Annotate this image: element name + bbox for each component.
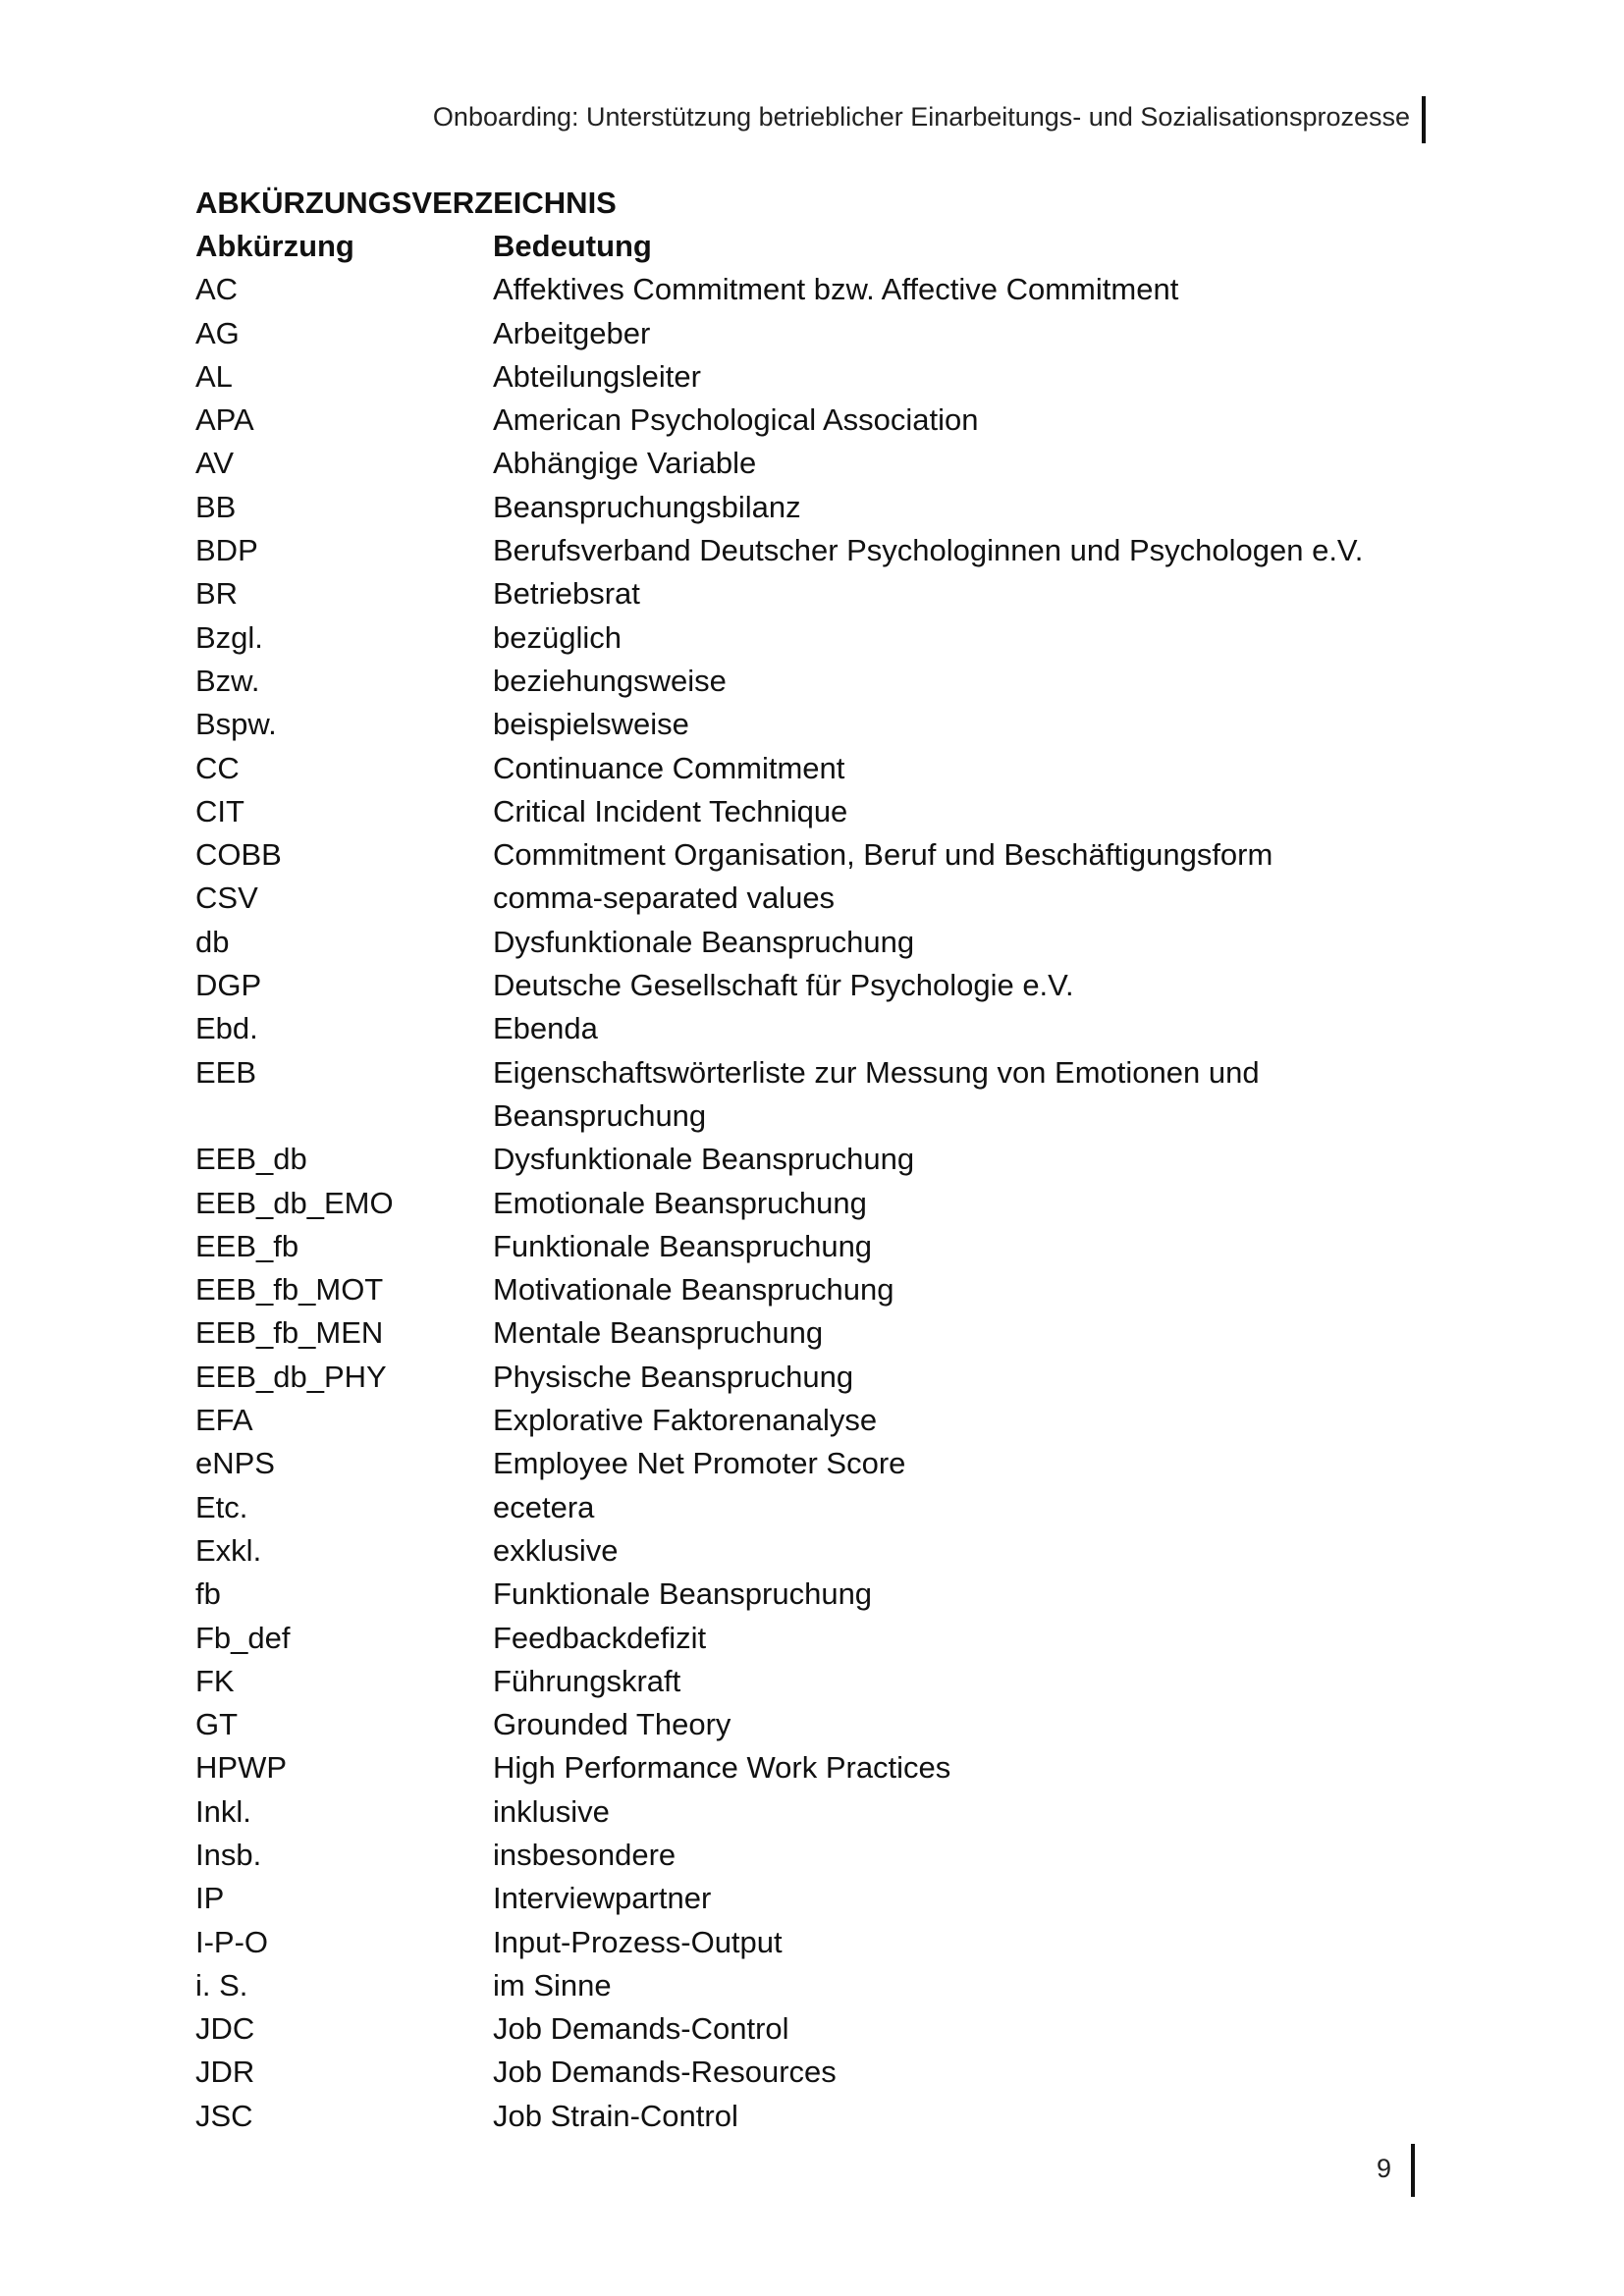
abbreviation-row [195,703,1433,746]
meaning: Führungskraft [493,1663,681,1698]
abbreviation-row [195,660,1433,703]
meaning: Arbeitgeber [493,315,651,350]
abbreviation: FK [195,1663,235,1698]
abbreviation: Insb. [195,1837,262,1872]
abbreviation-row [195,1486,1433,1529]
abbreviation: CSV [195,881,258,916]
meaning: Physische Beanspruchung [493,1359,854,1394]
abbreviation: eNPS [195,1446,275,1481]
abbreviation-row [195,1138,1433,1181]
abbreviation-row [195,1529,1433,1573]
abbreviation: I-P-O [195,1924,269,1959]
abbreviation: EFA [195,1403,253,1438]
meaning: Beanspruchungsbilanz [493,489,801,524]
abbreviation: JSC [195,2098,253,2133]
abbreviation-row [195,486,1433,529]
meaning: comma-separated values [493,881,836,916]
abbreviation: i. S. [195,1967,248,2002]
meaning: ecetera [493,1489,595,1524]
meaning: Explorative Faktorenanalyse [493,1403,878,1438]
abbreviation: JDR [195,2055,255,2090]
meaning: Betriebsrat [493,576,640,612]
abbreviation: fb [195,1576,221,1612]
meaning: insbesondere [493,1837,677,1872]
meaning: Berufsverband Deutscher Psychologinnen und Psychologen e.V. [493,533,1364,568]
entries-container [195,268,1433,2138]
abbreviation: EEB_fb [195,1228,299,1263]
meaning: Deutsche Gesellschaft für Psychologie e.V. [493,968,1074,1003]
abbreviation-row [195,790,1433,833]
abbreviation-row [195,921,1433,964]
abbreviation-row [195,355,1433,399]
abbreviation: CIT [195,793,244,828]
abbreviation-row [195,1182,1433,1225]
meaning: Interviewpartner [493,1881,712,1916]
meaning: Job Demands-Control [493,2011,789,2047]
column-header-row [195,225,1433,268]
abbreviation-row [195,399,1433,442]
abbreviation-row [195,2095,1433,2138]
abbreviation-row [195,2051,1433,2094]
meaning: Funktionale Beanspruchung [493,1576,873,1612]
abbreviation-row [195,1834,1433,1877]
meaning: Feedbackdefizit [493,1620,707,1655]
abbreviation: Fb_def [195,1620,291,1655]
abbreviation-row [195,833,1433,877]
abbreviation: db [195,924,230,959]
abbreviation: COBB [195,837,282,873]
abbreviation-row [195,1442,1433,1485]
abbreviation: Exkl. [195,1532,262,1568]
meaning: Abhängige Variable [493,446,757,481]
abbreviation: AC [195,272,239,307]
abbreviation-row [195,1921,1433,1964]
abbreviation-empty [195,1095,493,1138]
meaning: Job Demands-Resources [493,2055,837,2090]
abbreviation: CC [195,750,240,785]
abbreviation: BR [195,576,239,612]
meaning: Input-Prozess-Output [493,1924,783,1959]
meaning: Mentale Beanspruchung [493,1315,824,1351]
abbreviation-row [195,877,1433,920]
meaning: Abteilungsleiter [493,358,701,394]
column-header-abbr: Abkürzung [195,229,354,263]
meaning: Emotionale Beanspruchung [493,1185,867,1220]
abbreviation: DGP [195,968,262,1003]
meaning: Continuance Commitment [493,750,845,785]
meaning: Commitment Organisation, Beruf und Beschäftigungsform [493,837,1273,873]
abbreviation: Bspw. [195,707,277,742]
abbreviation-row [195,1877,1433,1920]
column-header-meaning: Bedeutung [493,229,652,263]
abbreviation-list [195,182,1433,2138]
meaning: exklusive [493,1532,619,1568]
abbreviation: EEB_fb_MEN [195,1315,384,1351]
meaning: Job Strain-Control [493,2098,738,2133]
meaning: Critical Incident Technique [493,793,848,828]
meaning-continuation: Beanspruchung [493,1097,707,1133]
abbreviation: HPWP [195,1750,287,1786]
abbreviation-row [195,964,1433,1007]
page-number: 9 [1377,2154,1392,2183]
abbreviation-row [195,1617,1433,1660]
abbreviation-row [195,1356,1433,1399]
meaning: Grounded Theory [493,1707,731,1742]
abbreviation: AV [195,446,235,481]
abbreviation-row [195,616,1433,660]
meaning: inklusive [493,1793,610,1829]
abbreviation-row [195,1007,1433,1050]
abbreviation: AL [195,358,233,394]
abbreviation-row [195,312,1433,355]
abbreviation-row [195,1703,1433,1746]
abbreviation: Bzgl. [195,619,263,655]
running-header: Onboarding: Unterstützung betrieblicher Einarbeitungs- und Sozialisationsprozesse [432,102,1410,132]
abbreviation-row [195,442,1433,485]
abbreviation-row [195,1573,1433,1616]
meaning: bezüglich [493,619,622,655]
meaning: Ebenda [493,1011,598,1046]
abbreviation-row [195,1746,1433,1789]
abbreviation-row [195,1225,1433,1268]
abbreviation: Ebd. [195,1011,258,1046]
abbreviation-row [195,1964,1433,2007]
abbreviation: EEB_db [195,1142,307,1177]
abbreviation: APA [195,402,254,438]
abbreviation-row [195,1399,1433,1442]
abbreviation-row [195,1311,1433,1355]
abbreviation: IP [195,1881,225,1916]
meaning: Dysfunktionale Beanspruchung [493,1142,915,1177]
abbreviation-row [195,1051,1433,1095]
abbreviation: Bzw. [195,663,260,698]
footer-divider [1411,2144,1415,2197]
abbreviation: EEB_db_EMO [195,1185,394,1220]
abbreviation: BB [195,489,237,524]
meaning: Dysfunktionale Beanspruchung [493,924,915,959]
meaning: High Performance Work Practices [493,1750,951,1786]
abbreviation-row [195,529,1433,572]
abbreviation-row [195,1268,1433,1311]
abbreviation-row [195,2007,1433,2051]
abbreviation: Inkl. [195,1793,251,1829]
abbreviation-row [195,1790,1433,1834]
abbreviation: BDP [195,533,258,568]
abbreviation: AG [195,315,240,350]
abbreviation-row [195,572,1433,615]
abbreviation: Etc. [195,1489,248,1524]
meaning: beziehungsweise [493,663,727,698]
abbreviation-row [195,747,1433,790]
meaning: im Sinne [493,1967,612,2002]
meaning: beispielsweise [493,707,689,742]
abbreviation: EEB [195,1054,257,1090]
meaning: Funktionale Beanspruchung [493,1228,873,1263]
meaning: Motivationale Beanspruchung [493,1272,894,1308]
meaning: American Psychological Association [493,402,979,438]
header-divider [1422,96,1426,143]
abbreviation-row [195,1660,1433,1703]
abbreviation: EEB_db_PHY [195,1359,387,1394]
abbreviation-row-continuation [195,1095,1433,1138]
abbreviation: EEB_fb_MOT [195,1272,384,1308]
abbreviation: GT [195,1707,239,1742]
section-title: ABKÜRZUNGSVERZEICHNIS [195,186,617,220]
meaning: Affektives Commitment bzw. Affective Commitment [493,272,1179,307]
abbreviation-row [195,268,1433,311]
meaning: Employee Net Promoter Score [493,1446,906,1481]
meaning: Eigenschaftswörterliste zur Messung von Emotionen und [493,1054,1260,1090]
abbreviation: JDC [195,2011,255,2047]
